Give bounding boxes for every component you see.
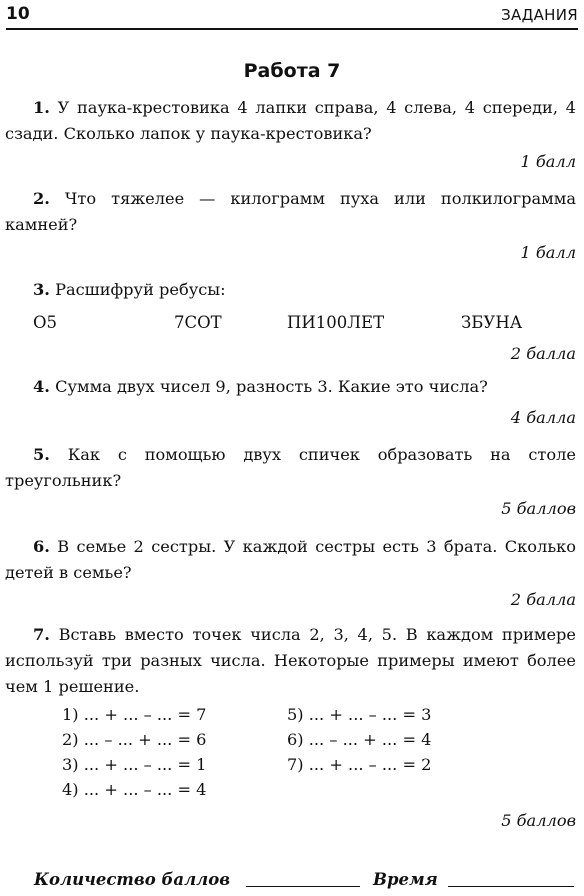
- points-7: 5 баллов: [501, 811, 576, 830]
- page-number: 10: [6, 4, 30, 24]
- rebus-3: ПИ100ЛЕТ: [287, 313, 385, 332]
- example-2: 2) ... – ... + ... = 6: [62, 730, 207, 749]
- time-input-line[interactable]: [448, 886, 574, 887]
- question-text: Сумма двух чисел 9, разность 3. Какие это числа?: [55, 377, 488, 396]
- question-number: 7.: [33, 625, 50, 644]
- question-7: [5, 622, 576, 700]
- example-6: 6) ... – ... + ... = 4: [287, 730, 432, 749]
- example-5: 5) ... + ... – ... = 3: [287, 705, 432, 724]
- question-3: [5, 277, 576, 303]
- question-1: [5, 95, 576, 147]
- question-number: 3.: [33, 280, 50, 299]
- question-number: 6.: [33, 537, 50, 556]
- example-4: 4) ... + ... – ... = 4: [62, 780, 207, 799]
- points-1: 1 балл: [520, 152, 576, 171]
- question-text: Вставь вместо точек числа 2, 3, 4, 5. В каждом примере используй три разных числа. Некоторые примеры имеют более чем 1 решение.: [5, 625, 576, 696]
- question-text: Расшифруй ребусы:: [55, 280, 226, 299]
- example-7: 7) ... + ... – ... = 2: [287, 755, 432, 774]
- question-text: Как с помощью двух спичек образовать на столе треугольник?: [5, 445, 576, 490]
- page-header: [6, 2, 578, 30]
- score-label: Количество баллов: [34, 870, 231, 889]
- example-1: 1) ... + ... – ... = 7: [62, 705, 207, 724]
- points-3: 2 балла: [510, 344, 576, 363]
- rebus-4: ЗБУНА: [461, 313, 523, 332]
- section-title: ЗАДАНИЯ: [501, 6, 578, 24]
- question-number: 1.: [33, 98, 50, 117]
- work-title: Работа 7: [243, 60, 341, 82]
- question-5: [5, 442, 576, 494]
- score-input-line[interactable]: [246, 886, 360, 887]
- question-4: [5, 374, 576, 400]
- points-4: 4 балла: [510, 408, 576, 427]
- time-label: Время: [373, 870, 438, 889]
- points-6: 2 балла: [510, 590, 576, 609]
- example-3: 3) ... + ... – ... = 1: [62, 755, 207, 774]
- rebus-2: 7СОТ: [174, 313, 222, 332]
- question-text: У паука-крестовика 4 лапки справа, 4 слева, 4 спереди, 4 сзади. Сколько лапок у паука-крестовика?: [5, 98, 576, 143]
- points-2: 1 балл: [520, 243, 576, 262]
- question-number: 2.: [33, 189, 50, 208]
- question-text: Что тяжелее — килограмм пуха или полкилограмма камней?: [5, 189, 576, 234]
- rebus-1: О5: [33, 313, 58, 332]
- question-number: 4.: [33, 377, 50, 396]
- question-6: [5, 534, 576, 586]
- question-text: В семье 2 сестры. У каждой сестры есть 3 брата. Сколько детей в семье?: [5, 537, 576, 582]
- points-5: 5 баллов: [501, 499, 576, 518]
- question-number: 5.: [33, 445, 50, 464]
- question-2: [5, 186, 576, 238]
